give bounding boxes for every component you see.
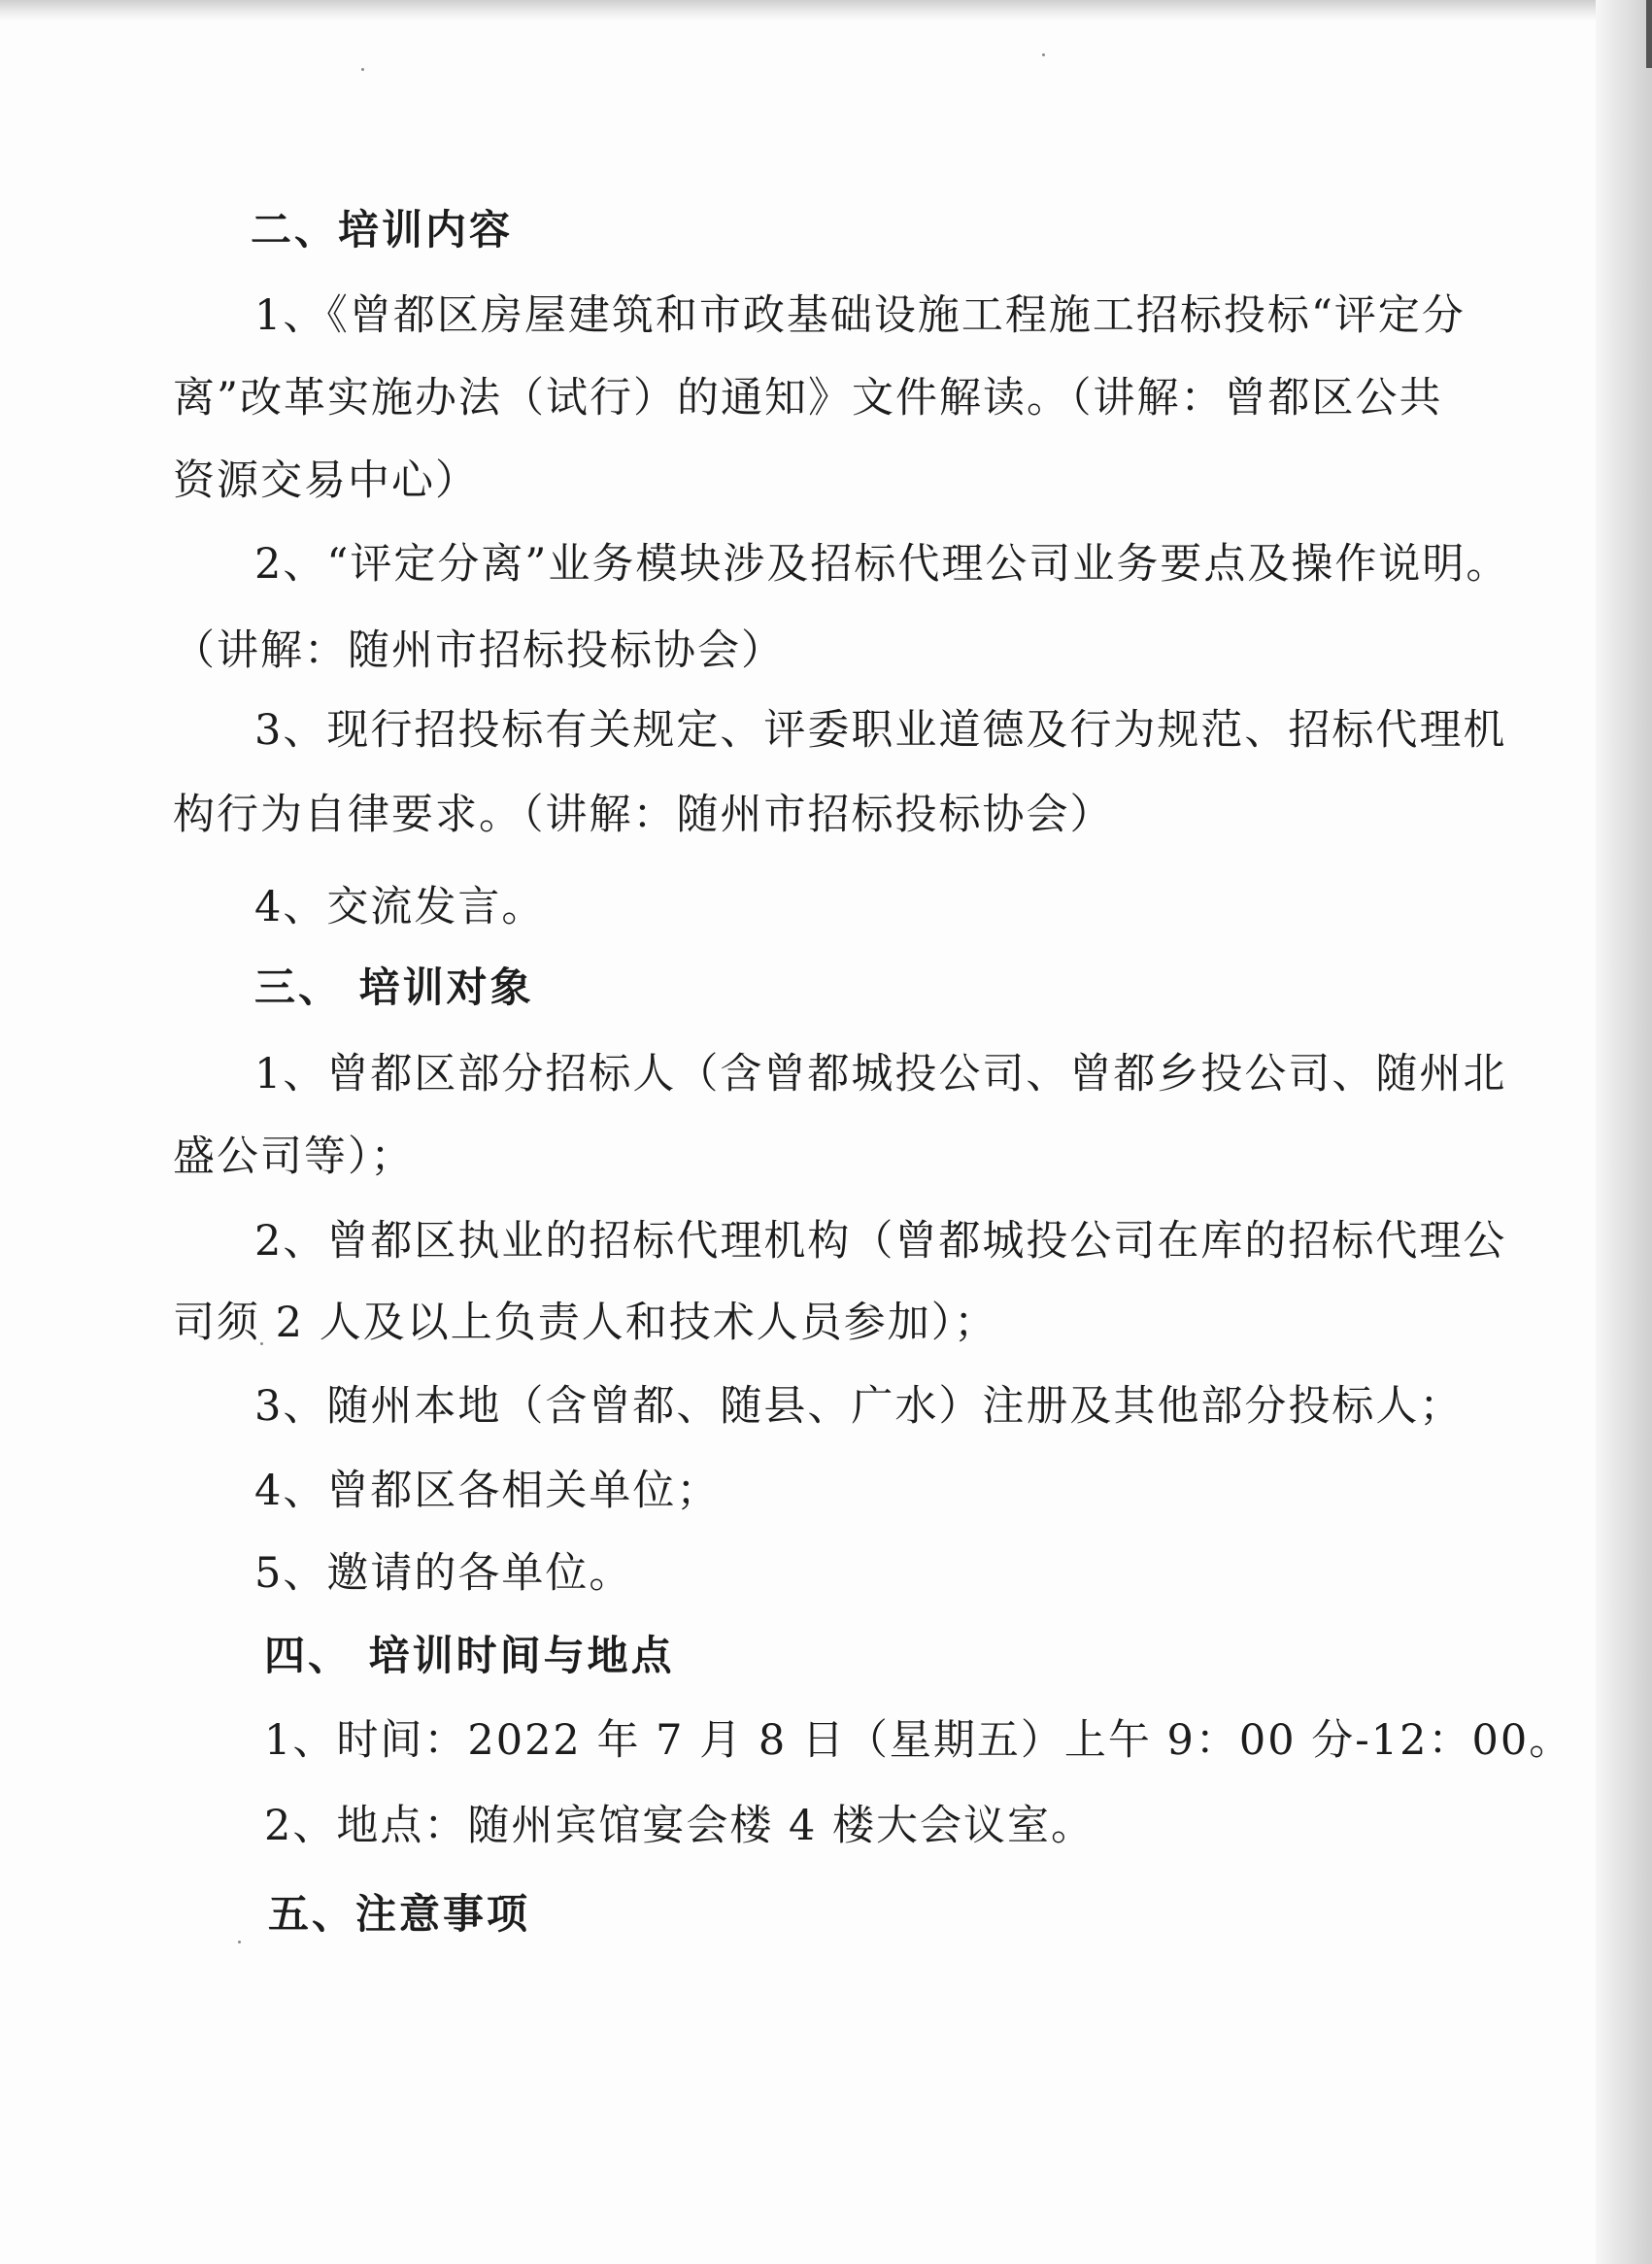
content-item-4: 4、交流发言。 [254,883,546,931]
content-item-2-line-2: （讲解：随州市招标投标协会） [173,626,785,675]
scan-page-edge [1596,0,1652,2264]
scan-top-shadow [0,0,1652,21]
section-heading-notes: 五、注意事项 [268,1890,531,1938]
content-item-3-line-2: 构行为自律要求。（讲解：随州市招标投标协会） [173,791,1114,839]
content-item-2-line-1: 2、“评定分离”业务模块涉及招标代理公司业务要点及操作说明。 [254,540,1510,589]
section-heading-audience: 三、 培训对象 [254,963,534,1011]
scan-speck [361,68,364,71]
scan-speck [1042,53,1045,56]
audience-item-2-line-1: 2、曾都区执业的招标代理机构（曾都城投公司在库的招标代理公 [254,1217,1507,1266]
time-place-item-1: 1、时间：2022 年 7 月 8 日（星期五）上午 9：00 分-12：00。 [264,1716,1573,1765]
audience-item-1-line-1: 1、曾都区部分招标人（含曾都城投公司、曾都乡投公司、随州北 [254,1050,1507,1098]
section-heading-content: 二、培训内容 [251,206,514,253]
content-item-1-line-2: 离”改革实施办法（试行）的通知》文件解读。（讲解：曾都区公共 [173,374,1443,422]
audience-item-2-line-2: 司须 2 人及以上负责人和技术人员参加）； [173,1299,998,1347]
scan-speck [238,1941,241,1943]
content-item-1-line-3: 资源交易中心） [173,456,479,505]
content-item-3-line-1: 3、现行招投标有关规定、评委职业道德及行为规范、招标代理机 [254,706,1507,755]
audience-item-3: 3、随州本地（含曾都、随县、广水）注册及其他部分投标人； [254,1382,1464,1431]
content-item-1-line-1: 1、《曾都区房屋建筑和市政基础设施工程施工招标投标“评定分 [254,291,1466,340]
scan-edge-mark [1646,0,1652,68]
audience-item-4: 4、曾都区各相关单位； [254,1467,721,1515]
time-place-item-2: 2、地点：随州宾馆宴会楼 4 楼大会议室。 [264,1802,1096,1850]
audience-item-1-line-2: 盛公司等）； [173,1132,415,1181]
section-heading-time-place: 四、 培训时间与地点 [264,1632,675,1679]
audience-item-5: 5、邀请的各单位。 [254,1549,633,1598]
